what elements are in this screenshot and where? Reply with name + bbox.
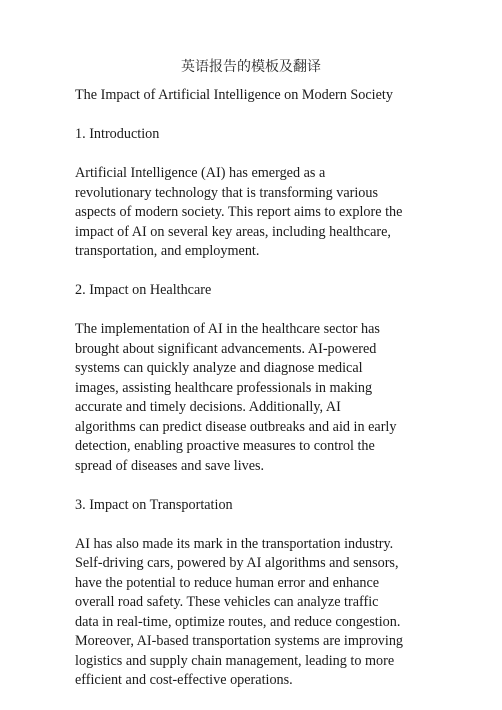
document-title: 英语报告的模板及翻译 — [181, 59, 321, 75]
report-subtitle: The Impact of Artificial Intelligence on Modern Society — [75, 87, 393, 103]
section-heading-transportation: 3. Impact on Transportation — [75, 496, 233, 513]
section-body-introduction: Artificial Intelligence (AI) has emerged as a revolutionary technology that is transforming various aspects of modern society. This report aims to explore the impact of AI on several key areas, including healthcare, transportation, and employment. — [75, 165, 403, 259]
section-heading-introduction: 1. Introduction — [75, 126, 160, 142]
section-body-transportation: AI has also made its mark in the transportation industry. Self-driving cars, powered by AI algorithms and sensors, have the potential to reduce human error and enhance overall road safety. These vehicles can analyze traffic data in real-time, optimize routes, and reduce congestion. Moreover, AI-based transportation systems are improving logistics and supply chain management, leading to more efficient and cost-effective operations. — [75, 535, 404, 688]
document-body — [75, 86, 405, 710]
section-heading-healthcare: 2. Impact on Healthcare — [75, 282, 212, 298]
section-body-healthcare: The implementation of AI in the healthcare sector has brought about significant advancements. AI-powered systems can quickly analyze and diagnose medical images, assisting healthcare professionals in making accurate and timely decisions. Additionally, AI algorithms can predict disease outbreaks and aid in early detection, enabling proactive measures to control the spread of diseases and save lives. — [75, 321, 397, 474]
